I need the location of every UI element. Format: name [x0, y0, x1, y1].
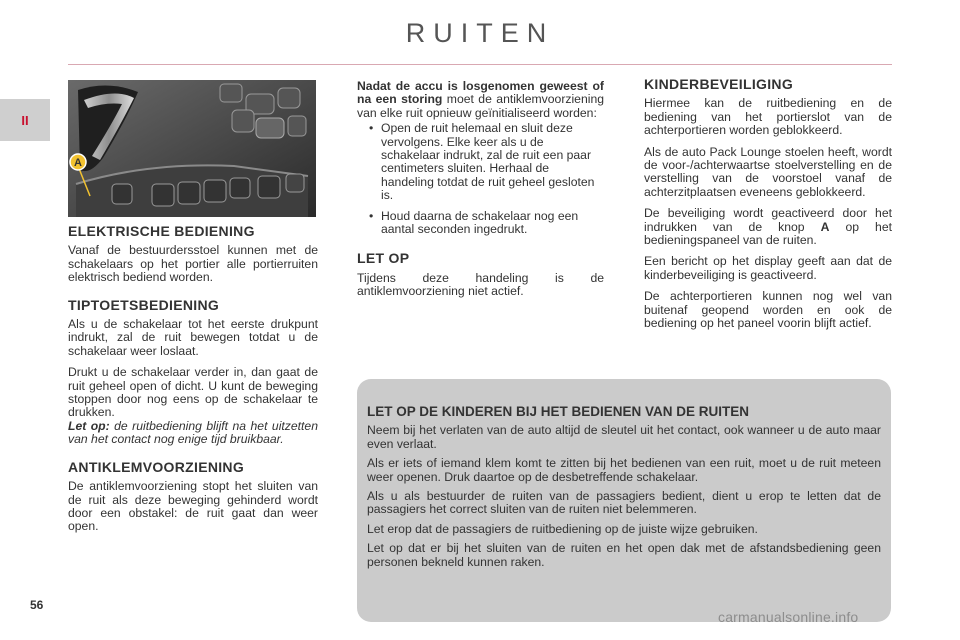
list-item: [369, 210, 604, 237]
title-divider: [68, 64, 892, 65]
bullet-icon: •: [369, 121, 374, 136]
heading-child-lock: KINDERBEVEILIGING: [644, 76, 794, 92]
door-panel-illustration: [68, 80, 316, 217]
anti-text: De antiklemvoorziening stopt het sluiten van de ruit als deze beweging gehinderd wordt door een obstakel: de ruit gaat dan weer open.: [68, 479, 318, 534]
bullet-icon: •: [369, 208, 374, 223]
warning-paragraph: Als u als bestuurder de ruiten van de passagiers bedient, dient u erop te letten dat de passagiers het correct sluiten van de ruiten niet belemmeren.: [367, 489, 881, 517]
warning-paragraph: Let op dat er bij het sluiten van de ruiten en het open dak met de afstandsbediening geen personen bekneld kunnen raken.: [367, 541, 881, 569]
child-lock-text-3a: De beveiliging wordt geactiveerd door het indrukken van de knop: [644, 206, 892, 234]
init-steps-list: [357, 122, 604, 236]
warning-heading: LET OP DE KINDEREN BIJ HET BEDIENEN VAN DE RUITEN: [367, 404, 750, 419]
letop-text: Tijdens deze handeling is de antiklemvoorziening niet actief.: [357, 270, 604, 299]
intro-rest: moet de antiklemvoorziening van elke ruit opnieuw geïnitialiseerd worden:: [357, 92, 604, 120]
tip-text-1: Als u de schakelaar tot het eerste drukpunt indrukt, zal de ruit bewegen totdat u de schakelaar weer loslaat.: [68, 317, 318, 358]
heading-electric: ELEKTRISCHE BEDIENING: [68, 223, 255, 239]
door-panel-photo: [68, 80, 316, 217]
page-title: RUITEN: [405, 18, 555, 48]
page-number: 56: [30, 598, 44, 612]
heading-anti: ANTIKLEMVOORZIENING: [68, 458, 245, 475]
intro-bold: Nadat de accu is losgenomen geweest of na een storing: [357, 79, 604, 107]
right-column: [644, 78, 892, 339]
warning-paragraph: Als er iets of iemand klem komt te zitten bij het bedienen van een ruit, moet u de ruit meteen weer openen. Druk daartoe op de desbetreffende schakelaar.: [367, 456, 881, 484]
child-lock-text-4: Een bericht op het display geeft aan dat de kinderbeveiliging is geactiveerd.: [644, 254, 892, 282]
heading-letop: LET OP: [357, 250, 410, 267]
list-item-text: Houd daarna de schakelaar nog een aantal seconden ingedrukt.: [381, 208, 579, 237]
middle-column: [357, 80, 604, 307]
callout-a-label: A: [74, 157, 82, 169]
list-item: [369, 122, 604, 202]
warning-paragraph: Let erop dat de passagiers de ruitbediening op de juiste wijze gebruiken.: [367, 521, 758, 536]
tip-note-text: de ruitbediening blijft na het uitzetten van het contact nog enige tijd bruikbaar.: [68, 418, 318, 447]
list-item-text: Open de ruit helemaal en sluit deze vervolgens. Elke keer als u de schakelaar indrukt, zal de ruit een paar centimeters sluiten. Herhaal de handeling totdat de ruit geheel gesloten is.: [381, 121, 595, 203]
intro-text: [357, 80, 604, 120]
warning-paragraph: Neem bij het verlaten van de auto altijd de sleutel uit het contact, ook wanneer u de auto maar even verlaat.: [367, 423, 881, 451]
tip-note: [68, 420, 318, 447]
child-lock-text-2: Als de auto Pack Lounge stoelen heeft, wordt de voor-/achterwaartse stoelverstelling en de verstelling van de voorstoel vanaf de achterzitplaatsen eveneens geblokkeerd.: [644, 144, 892, 199]
tip-text-2: [68, 366, 318, 420]
button-a-reference: A: [820, 219, 830, 234]
heading-tip: TIPTOETSBEDIENING: [68, 296, 220, 313]
tip-text-2-body: Drukt u de schakelaar verder in, dan gaat de ruit geheel open of dicht. U kunt de beweging stoppen door nog eens op de schakelaar te drukken.: [68, 365, 318, 420]
tip-note-label: Let op:: [68, 418, 110, 433]
electric-text: Vanaf de bestuurdersstoel kunnen met de schakelaars op het portier alle portierruiten elektrisch bediend worden.: [68, 243, 318, 285]
child-lock-text-3b: op het bedieningspaneel van de ruiten.: [644, 219, 892, 248]
child-lock-text-3: [644, 207, 892, 247]
child-warning-box: [357, 379, 891, 622]
left-column: [68, 225, 318, 542]
watermark: carmanualsonline.info: [718, 609, 859, 625]
chapter-tab[interactable]: II: [0, 99, 50, 141]
child-lock-text-5: De achterportieren kunnen nog wel van buitenaf geopend worden en ook de bediening op het paneel voorin blijft actief.: [644, 289, 892, 331]
child-lock-text-1: Hiermee kan de ruitbediening en de bediening van het portierslot van de achterportieren worden geblokkeerd.: [644, 96, 892, 138]
